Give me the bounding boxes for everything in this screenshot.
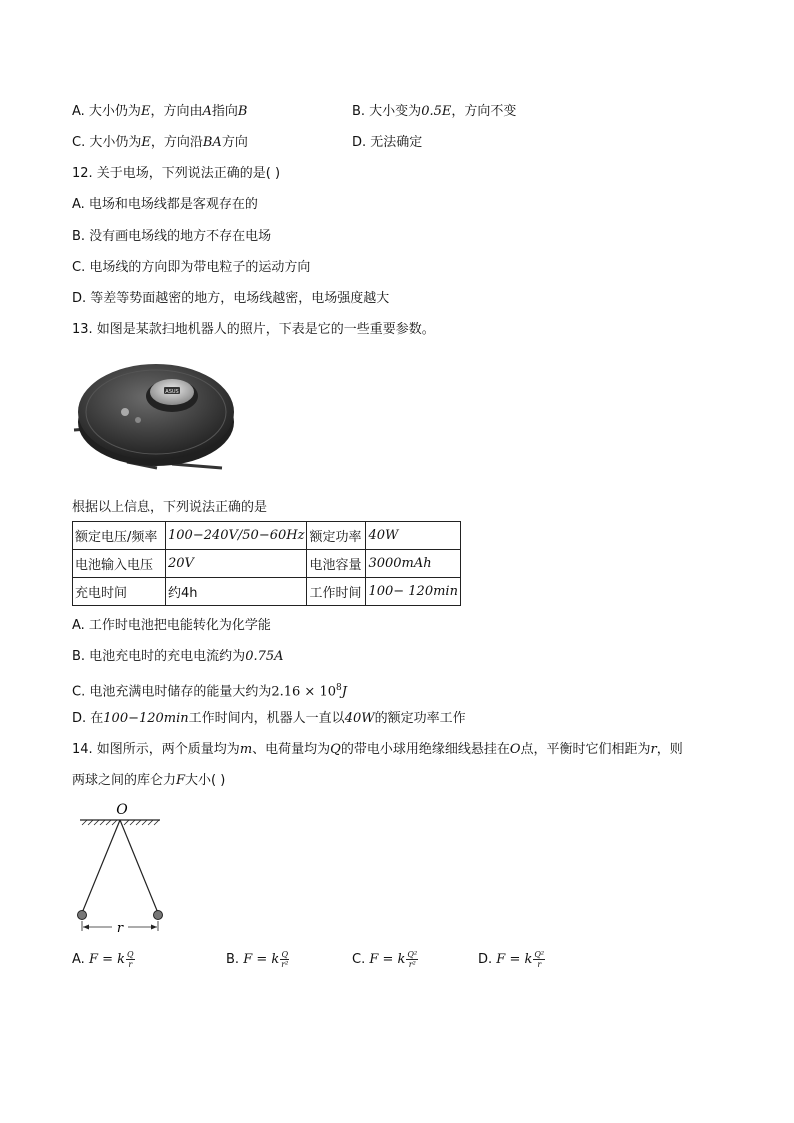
q11-c-text3: 方向 [221, 135, 248, 150]
robot-logo: ASUS [165, 389, 179, 395]
q11-a-text3: 指向 [211, 104, 238, 119]
q11-a-text: A. 大小仍为 [72, 104, 141, 119]
q13-option-b [72, 648, 284, 666]
q13-d-value: 100−120min [103, 711, 189, 726]
q11-c-text2: ，方向沿 [150, 135, 203, 150]
q14-option-c [352, 950, 418, 969]
q13-c-exponent: 8 [336, 683, 342, 693]
q13-d-text: D. 在 [72, 711, 104, 726]
q13-stem: 13. 如图是某款扫地机器人的照片，下表是它的一些重要参数。 [72, 322, 435, 337]
q14-stem-line2 [72, 772, 225, 790]
q14-option-a [72, 950, 135, 969]
table-cell: 充电时间 [73, 578, 166, 606]
q14-text6: 两球之间的库仑力 [72, 773, 177, 788]
q11-a-point-a: A [202, 104, 212, 119]
q11-c-symbol: E [141, 135, 151, 150]
q14-text7: 大小( ) [185, 773, 226, 788]
table-cell: 电池容量 [307, 550, 366, 578]
table-cell: 额定功率 [307, 522, 366, 550]
table-cell: 约4h [166, 578, 307, 606]
option-lhs: F = k [369, 952, 406, 967]
table-cell: 额定电压/频率 [73, 522, 166, 550]
q11-c-text: C. 大小仍为 [72, 135, 142, 150]
right-thread [120, 820, 158, 913]
table-cell: 20V [166, 550, 307, 578]
option-fraction: $\frac{Q}{\text{r²}}$ [281, 950, 289, 969]
q12-option-c: C. 电场线的方向即为带电粒子的运动方向 [72, 260, 311, 275]
q13-d-text3: 的额定功率工作 [374, 711, 466, 726]
table-cell: 3000mAh [366, 550, 461, 578]
q13-d-power: 40W [344, 711, 375, 726]
q12-option-b: B. 没有画电场线的地方不存在电场 [72, 229, 272, 244]
q14-charge-symbol: Q [330, 742, 341, 757]
q13-c-value: 2.16 × 10 [271, 684, 336, 700]
q13-c-unit: J [341, 684, 347, 700]
left-ball [78, 911, 87, 920]
q14-option-d [478, 950, 545, 969]
right-ball [154, 911, 163, 920]
q11-option-d: D. 无法确定 [352, 135, 423, 150]
option-label: C. [352, 952, 366, 967]
q14-text4: 点，平衡时它们相距为 [520, 742, 651, 757]
option-label: D. [478, 952, 493, 967]
option-lhs: F = k [243, 952, 280, 967]
q11-a-text2: ，方向由 [150, 104, 203, 119]
option-lhs: F = k [496, 952, 533, 967]
option-fraction: $\frac{\text{Q²}}{\text{r²}}$ [407, 950, 418, 969]
option-lhs: F = k [88, 952, 125, 967]
q12-option-d: D. 等差等势面越密的地方，电场线越密，电场强度越大 [72, 291, 390, 306]
q13-b-value: 0.75A [245, 649, 284, 664]
table-cell: 100−240V/50−60Hz [166, 522, 307, 550]
q14-text: 14. 如图所示，两个质量均为 [72, 742, 240, 757]
q12-stem: 12. 关于电场，下列说法正确的是( ) [72, 166, 281, 181]
q14-point-o: O [509, 742, 521, 757]
q14-text2: 、电荷量均为 [252, 742, 331, 757]
q12-option-a: A. 电场和电场线都是客观存在的 [72, 197, 258, 212]
q11-option-c [72, 134, 248, 152]
q11-b-value: 0.5E [421, 104, 452, 119]
q11-b-text2: ，方向不变 [451, 104, 517, 119]
q14-mass-symbol: m [239, 742, 253, 757]
q14-stem-line1 [72, 741, 683, 759]
table-row [73, 550, 461, 578]
q11-b-text: B. 大小变为 [352, 104, 422, 119]
q13-option-c [72, 679, 347, 701]
q14-text3: 的带电小球用绝缘细线悬挂在 [340, 742, 510, 757]
option-label: A. [72, 952, 85, 967]
q14-distance-symbol: r [650, 742, 657, 757]
fig-label-o: O [116, 802, 128, 818]
left-thread [82, 820, 120, 913]
fig-label-r: r [116, 921, 124, 936]
q13-option-a: A. 工作时电池把电能转化为化学能 [72, 618, 271, 633]
q14-text5: ，则 [656, 742, 683, 757]
table-cell: 电池输入电压 [73, 550, 166, 578]
q14-option-b [226, 950, 289, 969]
q11-a-symbol: E [140, 104, 151, 119]
q11-option-a [72, 103, 247, 121]
q14-pendulum-diagram [72, 800, 172, 940]
q13-d-text2: 工作时间内，机器人一直以 [188, 711, 345, 726]
q13-table-lead: 根据以上信息，下列说法正确的是 [72, 500, 268, 515]
q14-force-symbol: F [176, 773, 186, 788]
robot-vacuum-image [72, 350, 242, 475]
q13-b-text: B. 电池充电时的充电电流约为 [72, 649, 246, 664]
table-cell: 40W [366, 522, 461, 550]
q11-option-b [352, 103, 516, 121]
table-row [73, 578, 461, 606]
q11-a-point-b: B [237, 104, 248, 119]
q11-c-ba: BA [202, 135, 222, 150]
q13-c-text: C. 电池充满电时储存的能量大约为 [72, 684, 272, 700]
option-label: B. [226, 952, 240, 967]
table-row [73, 522, 461, 550]
q13-parameter-table [72, 521, 461, 606]
option-fraction: $\frac{\text{Q²}}{r}$ [534, 950, 545, 969]
table-cell: 工作时间 [307, 578, 366, 606]
option-fraction: $\frac{Q}{r}$ [127, 950, 134, 969]
q13-option-d [72, 710, 466, 728]
table-cell: 100− 120min [366, 578, 461, 606]
